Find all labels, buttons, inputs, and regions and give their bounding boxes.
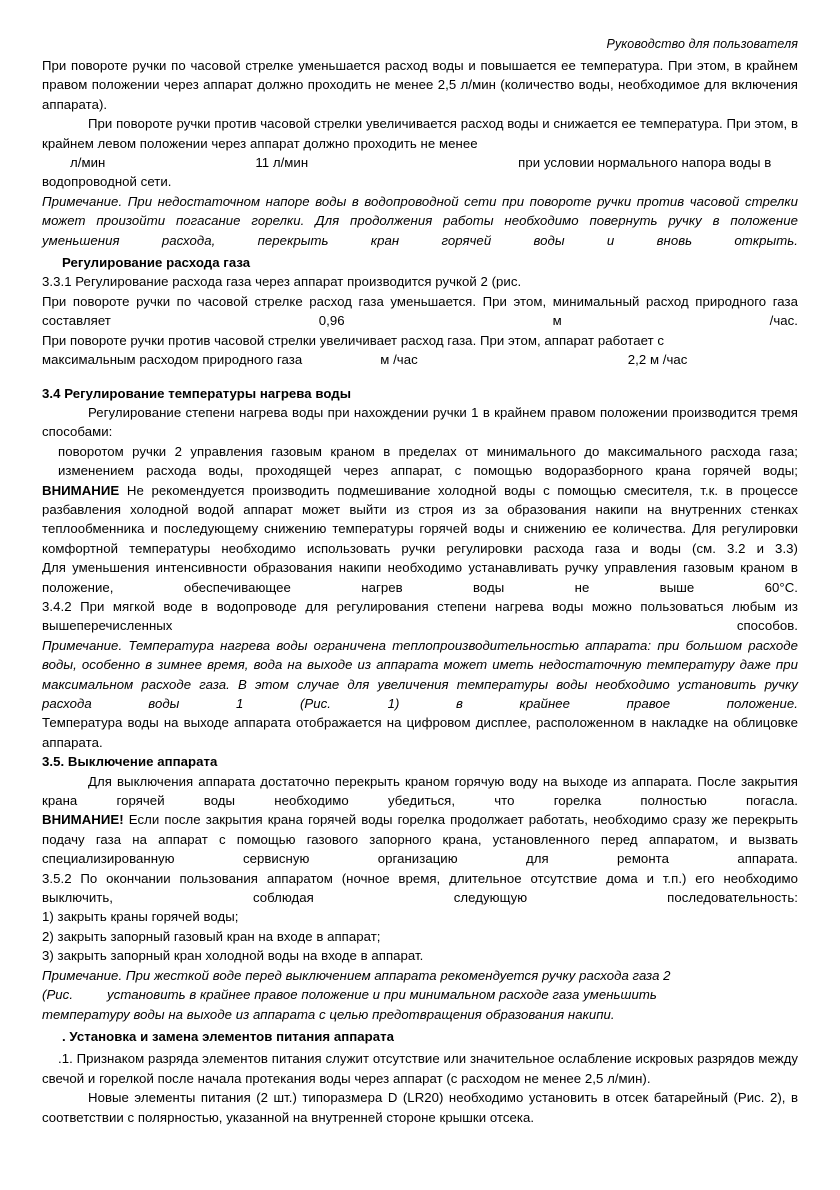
paragraph-water-flow-ccw-line1: При повороте ручки против часовой стрелки увеличивается расход воды и снижается ее температура. При этом, в крайнем левом положении через аппарат должно проходить не менее: [42, 116, 798, 151]
heading-gas-flow-regulation: Регулирование расхода газа: [62, 255, 251, 271]
paragraph-new-batteries: Новые элементы питания (2 шт.) типоразмера D (LR20) необходимо установить в отсек батарейный (Рис. 2), в соответствии с полярностью, указанной на внутренней стороне крышки отсека.: [42, 1090, 798, 1125]
paragraph-digital-display: Температура воды на выходе аппарата отображается на цифровом дисплее, расположенном в накладке на облицовке аппарата.: [42, 715, 798, 750]
running-header: Руководство для пользователя: [606, 37, 798, 51]
note-insufficient-pressure: Примечание. При недостаточном напоре воды в водопроводной сети при повороте ручки против часовой стрелки может произойти погасание горелки. Для продолжения работы необходимо повернуть ручку в положение уменьшения расхода, перекрыть кран горячей воды и вновь открыть.: [42, 193, 798, 248]
warning-label: ВНИМАНИЕ: [42, 482, 120, 498]
heading-battery-replacement: . Установка и замена элементов питания аппарата: [62, 1028, 395, 1044]
paragraph-3-3-3-line1: При повороте ручки против часовой стрелки увеличивает расход газа. При этом, аппарат работает с: [42, 332, 665, 348]
note-hard-water-line2: [42, 985, 798, 1004]
paragraph-battery-discharge-sign: .1. Признаком разряда элементов питания служит отсутствие или значительное ослабление искровых разрядов между свечой и горелкой после начала протекания воды через аппарат (с расходом не менее 2,5 л/мин).: [42, 1051, 798, 1086]
text-figure-ref: (Рис.: [42, 987, 74, 1003]
paragraph-3-4-1: Регулирование степени нагрева воды при нахождении ручки 1 в крайнем правом положении производится тремя способами:: [42, 404, 798, 440]
list-item-1: 1) закрыть краны горячей воды;: [42, 909, 239, 925]
value-m3-per-hour-blank: м /час: [380, 352, 418, 368]
value-lmin-blank: л/мин: [70, 155, 106, 171]
paragraph-3-5-1: Для выключения аппарата достаточно перекрыть краном горячую воду на выходе из аппарата. После закрытия крана горячей воды необходимо убедиться, что горелка полностью погасла.: [42, 773, 798, 809]
warning-burner-still-running: [42, 810, 798, 868]
note-heat-capacity-limit: Примечание. Температура нагрева воды ограничена теплопроизводительностью аппарата: при большом расходе воды, особенно в зимнее время, вода на выходе из аппарата может иметь недостаточную температуру даже при максимальном расходе газа. В этом случае для увеличения температуры воды необходимо установить ручку расхода воды 1 (Рис. 1) в крайнее правое положение.: [42, 637, 798, 711]
bullet-gas-valve-knob: поворотом ручки 2 управления газовым краном в пределах от минимального до максимального расхода газа;: [58, 443, 798, 459]
heading-3-5-shutdown: 3.5. Выключение аппарата: [42, 754, 218, 770]
warning-mixing-cold-water: [42, 481, 798, 559]
list-item-3: 3) закрыть запорный кран холодной воды на входе в аппарат.: [42, 948, 424, 964]
paragraph-3-3-3-line2: [42, 350, 798, 369]
note-hard-water-line3: температуру воды на выходе из аппарата с целью предотвращения образования накипи.: [42, 1006, 615, 1022]
page-content: [42, 36, 798, 1127]
paragraph-3-4-2: 3.4.2 При мягкой воде в водопроводе для регулирования степени нагрева воды можно пользоваться любым из вышеперечисленных способов.: [42, 598, 798, 634]
paragraph-3-5-2: 3.5.2 По окончании пользования аппаратом (ночное время, длительное отсутствие дома и т.п.) его необходимо выключить, соблюдая следующую последовательность:: [42, 870, 798, 906]
paragraph-3-3-1: 3.3.1 Регулирование расхода газа через аппарат производится ручкой 2 (рис.: [42, 274, 522, 290]
text-set-extreme-right: установить в крайнее правое положение и при минимальном расходе газа уменьшить: [107, 987, 657, 1003]
bullet-water-flow-change: изменением расхода воды, проходящей через аппарат, с помощью водоразборного крана горячей воды;: [58, 463, 798, 479]
paragraph-scale-reduction: Для уменьшения интенсивности образования накипи необходимо устанавливать ручку управления газовым краном в положение, обеспечивающее нагрев воды не выше 60°С.: [42, 560, 798, 595]
list-item-2: 2) закрыть запорный газовый кран на входе в аппарат;: [42, 928, 381, 944]
value-2-2-m3-per-hour: 2,2 м /час: [627, 352, 688, 368]
warning-text: Если после закрытия крана горячей воды горелка продолжает работать, необходимо сразу же перекрыть подачу газа на аппарат с помощью газового запорного крана, установленного перед аппаратом, и вызвать специализированную сервисную организацию для ремонта аппарата.: [42, 812, 798, 867]
value-11-lmin: 11 л/мин: [255, 155, 309, 171]
text-max-gas-consumption: максимальным расходом природного газа: [42, 352, 303, 368]
paragraph-3-3-2: При повороте ручки по часовой стрелке расход газа уменьшается. При этом, минимальный расход природного газа составляет 0,96 м /час.: [42, 293, 798, 329]
text-normal-pressure: при условии нормального напора воды в: [518, 155, 772, 171]
paragraph-water-flow-cw: При повороте ручки по часовой стрелке уменьшается расход воды и повышается ее температура. При этом, в крайнем правом положении через аппарат должно проходить не менее 2,5 л/мин (количество воды, необходимое для включения аппарата).: [42, 58, 798, 112]
note-hard-water-line1: Примечание. При жесткой воде перед выключением аппарата рекомендуется ручку расхода газа 2: [42, 967, 671, 983]
paragraph-water-flow-ccw-line3: водопроводной сети.: [42, 174, 172, 190]
paragraph-water-flow-ccw-line2: [42, 153, 798, 172]
warning-label: ВНИМАНИЕ!: [42, 812, 124, 828]
heading-3-4-water-temperature: 3.4 Регулирование температуры нагрева воды: [42, 385, 352, 401]
spacer: [42, 370, 798, 384]
warning-text: Не рекомендуется производить подмешивание холодной воды с помощью смесителя, т.к. в процессе разбавления холодной водой аппарат может выйти из строя из за образования накипи на внутренних стенках теплообменника и последующему снижению температуры горячей воды и снижению ее количества. Для регулировки комфортной температуры необходимо использовать ручки регулировки расхода газа и воды (см. 3.2 и 3.3): [42, 482, 798, 556]
